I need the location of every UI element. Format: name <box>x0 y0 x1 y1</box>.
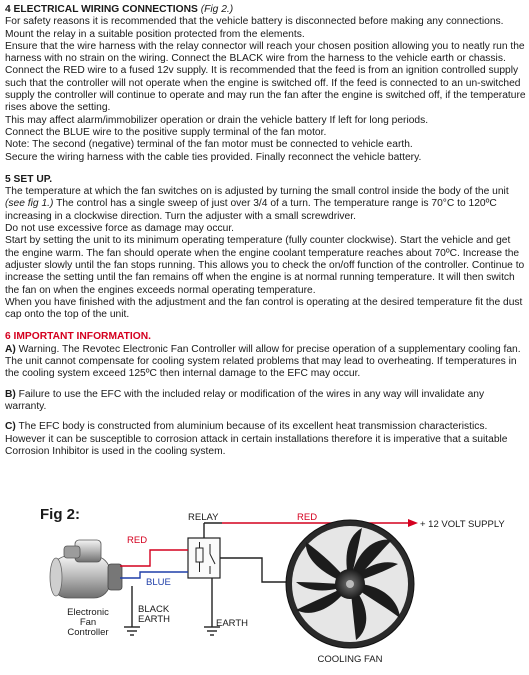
supply-voltage-label: + 12 VOLT SUPPLY <box>420 519 505 530</box>
section-4-para-4: Connect the BLUE wire to the positive supply terminal of the fan motor. <box>5 126 327 138</box>
info-item-c-label: C) <box>5 421 16 433</box>
controller-red-wire <box>120 550 188 566</box>
section-4-title: 4 ELECTRICAL WIRING CONNECTIONS <box>5 4 198 15</box>
section-5-heading: 5 SET UP. <box>5 173 53 185</box>
info-item-b-text: Failure to use the EFC with the included relay or modification of the wires in any way will invalidate any warranty. <box>5 388 485 412</box>
info-item-a-label: A) <box>5 343 16 355</box>
controller-caption-1: Electronic <box>67 607 109 618</box>
controller-earth-label: EARTH <box>138 614 171 625</box>
section-6-heading: 6 IMPORTANT INFORMATION. <box>5 331 151 343</box>
section-4-para-3: This may affect alarm/immobilizer operation or drain the vehicle battery If left for long periods. <box>5 114 429 126</box>
info-item-b <box>5 389 527 414</box>
cooling-fan-image <box>286 520 414 648</box>
info-item-b-label: B) <box>5 388 16 400</box>
info-item-a-text: Warning. The Revotec Electronic Fan Controller will allow for precise operation of a supplementary cooling fan. The unit cannot compensate for cooling system related problems that may lead to overheating. If temperatures in the cooling system exceed 125ºC then internal damage to the EFC may occur. <box>5 343 521 380</box>
relay-label: RELAY <box>188 512 219 523</box>
section-4-para-6: Secure the wiring harness with the cable ties provided. Finally reconnect the vehicle battery. <box>5 151 422 163</box>
instructions-text <box>5 4 527 458</box>
cooling-fan-label: COOLING FAN <box>317 654 383 665</box>
figure-title: Fig 2: <box>40 506 80 523</box>
section-5-intro <box>5 186 527 223</box>
section-5-intro-end: The control has a single sweep of just over 3/4 of a turn. The temperature range is 70°C to 120ºC increasing in a clockwise direction. Turn the adjuster with a small screwdriver. <box>5 198 497 222</box>
relay-box <box>188 538 220 578</box>
info-item-a <box>5 344 527 381</box>
controller-caption-3: Controller <box>67 627 109 638</box>
section-5-intro-start: The temperature at which the fan switches on is adjusted by turning the small control inside the body of the unit <box>5 186 509 198</box>
info-item-c <box>5 421 527 458</box>
controller-red-label: RED <box>127 535 148 546</box>
relay-earth-label: EARTH <box>216 618 249 629</box>
section-5-fig-ref: (see fig 1.) <box>5 198 54 210</box>
wiring-diagram-svg <box>0 502 529 670</box>
fan-controller-image <box>50 540 122 598</box>
section-4-para-1: For safety reasons it is recommended that the vehicle battery is disconnected before making any connections. Mount the relay in a suitable position protected from the elements. <box>5 16 504 40</box>
controller-caption-2: Fan <box>79 617 97 628</box>
controller-blue-label: BLUE <box>146 577 171 588</box>
controller-black-label: BLACK <box>138 604 170 615</box>
info-item-c-text: The EFC body is constructed from aluminium because of its excellent heat transmission characteristics. However it can be susceptible to corrosion attack in certain installations therefore it is imperative that a suitable Corrosion Inhibitor is used in the cooling system. <box>5 421 508 457</box>
supply-wire <box>222 519 418 527</box>
section-4-para-5: Note: The second (negative) terminal of the fan motor must be connected to vehicle earth. <box>5 139 413 151</box>
section-5-para-2: Start by setting the unit to its minimum operating temperature (fully counter clockwise). Start the vehicle and get the engine warm. The fan should operate when the engine coolant temperature reaches about 70ºC. Increase the adjuster slowly until the fan stops running. This allows you to check the on/off function of the controller. Continue to increase the setting until the fan remains off when the engine is at normal running temperature. It will then switch the fan on when the engines exceeds normal operating temperature. <box>5 235 525 296</box>
wiring-diagram <box>0 502 529 670</box>
section-4-heading <box>5 4 527 16</box>
section-4-fig-ref: (Fig 2.) <box>200 4 234 15</box>
section-5-para-3: When you have finished with the adjustment and the fan control is operating at the desired temperature fit the dust cap onto the top of the unit. <box>5 296 523 321</box>
section-4-para-2: Ensure that the wire harness with the relay connector will reach your chosen position allowing you to neatly run the harness with no strain on the wiring. Connect the BLACK wire from the harness to the vehicle earth or chassis. Connect the RED wire to a fused 12v supply. It is recommended that the feed is from an ignition controlled supply such that the controller will not operate when the engine is switched off. If the feed is connected to an un-switched supply the controller will continue to operate and may run the fan after the engine is switched off, if the temperature rises above the setting. <box>5 40 526 114</box>
section-5-para-1: Do not use excessive force as damage may occur. <box>5 223 235 235</box>
supply-red-label: RED <box>297 512 318 523</box>
relay-to-fan-wire <box>220 558 288 582</box>
